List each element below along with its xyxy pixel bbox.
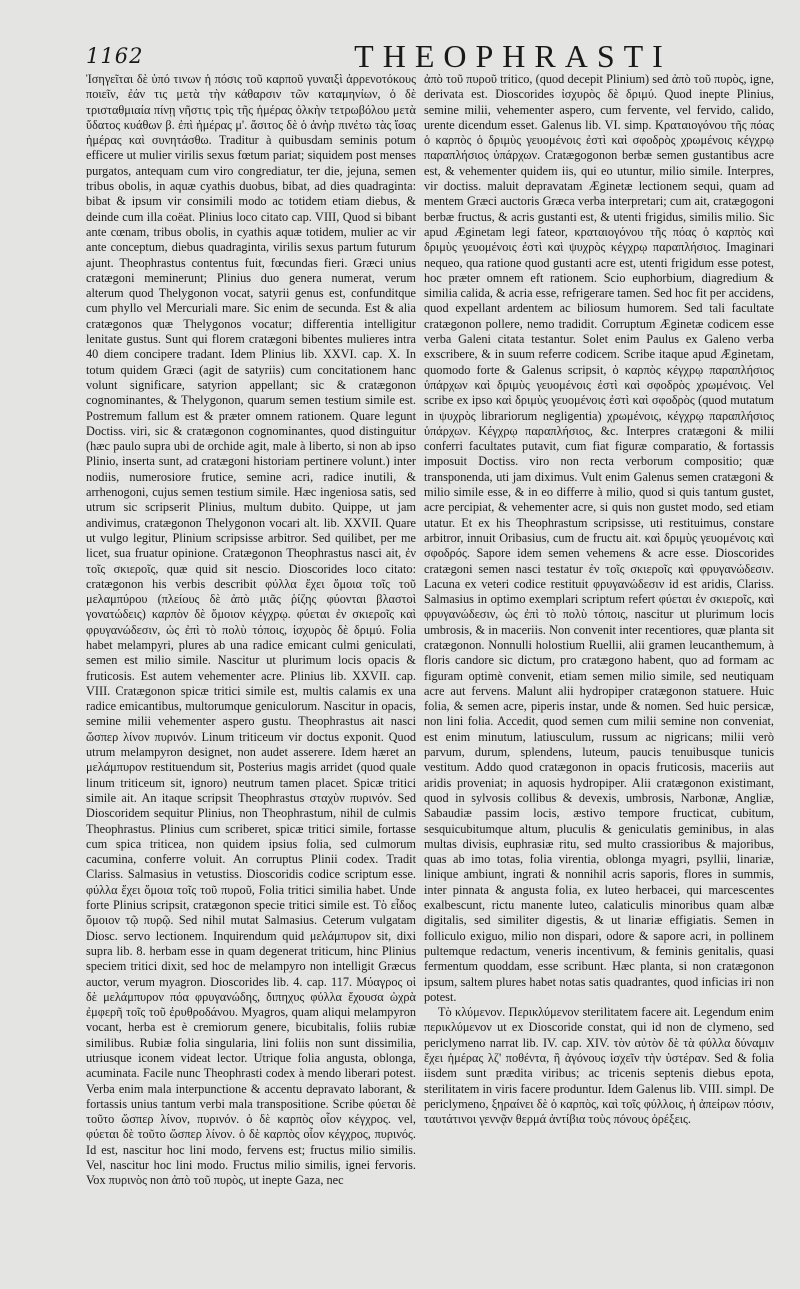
paragraph: ἀπὸ τοῦ πυροῦ tritico, (quod decepit Plinium) sed ἀπὸ τοῦ πυρὸς, igne, derivata est. Dioscorides ἰσχυρὸς δὲ δριμύ. Quod inepte Plinius, semine milii, vehementer aspero, cum fervente, vel fervido, calido, urente dicendum esset. Galenus lib. VI. simp. Κραταιογόνου τῆς πόας ὁ καρπὸς ὁ δριμὺς γευομένοις ἐστὶ καὶ σφοδρὸς χρωμένοις κέγχρῳ παραπλήσιος ὑπάρχων. Cratægogonon berbæ semen gustantibus acre est, & vehementer quidem iis, qui eo utuntur, milio simile. Interpres, vir doctiss. maluit depravatam Æginetæ lectionem sequi, quam ad mentem Græci auctoris Græca verba interpretari; cum ait, cratægogoni berbæ fructus, & acris gustanti est, & utenti frigidus, similis milio. Sic apud Æginetam legi fateor, κραταιογόνου τῆς πόας ὁ καρπὸς καὶ δριμὺς γευομένοις ἐστὶ καὶ ψυχρὸς κέγχρῳ παραπλήσιος. Imaginari nequeo, qua ratione quod gustanti acre est, utenti frigidum esse potest, hoc præter omnem eft rationem. Scio euphorbium, diagredium & similia calida, & acria esse, refrigerare tamen. Sed hoc fit per accidens, quod expellant ardentem ac biliosum humorem. Sed tali facultate cratægonon pollere, nemo tradidit. Corruptum Æginetæ codicem esse verba Galeni citata testantur. Solet enim Paulus ex Galeno verba exscribere, & in suum referre codicem. Scribe itaque apud Æginetam, quomodo forte & Galenus scripsit, ὁ καρπὸς κέγχρῳ παραπλήσιος ὑπάρχων καὶ δριμὺς γευομένοις ἐστὶ καὶ σφοδρὸς χρωμένοις. Vel scribe ex ipso καὶ δριμὺς γευομένοις ἐστὶ καὶ σφοδρὸς (quod mutatum in ψυχρὸς librariorum negligentia) χρωμένοις, κέγχρῳ παραπλήσιος ὑπάρχων. Κέγχρῳ παραπλήσιος, &c. Interpres cratægoni & milii conferri facultates putavit, cum fiat figuræ comparatio, & fortassis imposuit Doctiss. viro non recta verborum compositio; quæ transponenda, uti jam diximus. Vult enim Galenus semen cratægoni & milio simile esse, & in eo differre à milio, quod si quis tantum gustet, acre percipiat, & vehementer acre, si quis non gustet modo, sed etiam utatur. Et ex his Theophrastum scripsisse, uti restituimus, constare arbitror, innuit Oribasius, cum de fructu ait. καὶ δριμὺς γευομένοις καὶ σφοδρός. Sapore idem semen vehemens & acre esse. Dioscorides cratægoni semen nasci testatur ἐν τοῖς σκιεροῖς καὶ φρυγανώδεσιν. Lacuna ex veteri codice restituit φρυγανώδεσιν id est aridis, Clariss. Salmasius in optimo exemplari scriptum refert φύεται ἐν σκιεροῖς, καὶ φρυγανώδεσιν, ὡς ἐπὶ τὸ πολὺ τόποις, nascitur ut plurimum locis umbrosis, & in maceriis. Non convenit inter recentiores, quæ planta sit cratægonon. Nonnulli holostium Ruellii, alii gramen leucanthemum, à floris candore sic dictum, pro cratægono habent, quo ad formam ac figuram optimè convenit, etiam semen milio simile, sed neutiquam acre aut fervens. Malunt alii hydropiper cratægonon statuere. Huic folia, & semen acre, piperis instar, unde & nomen. Sed huic persicæ, non lini folia. Accedit, quod semen cum milii semine non conveniat, est enim minutum, latiusculum, russum ac nigricans; milii verò parvum, durum, splendens, luteum, paucis tenuibusque tunicis vestitum. Addo quod cratægonon in opacis fruticosis, maceriis aut aridis proveniat; in aquosis hydropiper. Alii cratægonon existimant, quod in sylvosis collibus & devexis, umbrosis, Narbonæ, Angliæ, Sabaudiæ passim locis, æstivo tempore fructicat, cubitum, sesquicubitumque altum, pluculis & geniculatis geminibus, in alas multas divisis, euphrasiæ ritu, sed multo crassioribus & majoribus, quas ab imo totas, folia virentia, oblonga myagri, psyllii, linariæ, linique ambiunt, ingrati & nonnihil acris saporis, flores in summis, inter pinnata & angusta folia, ex luteo herbacei, qui marcescentes exalbescunt, rictu manente luteo, calaticulis minoribus quam albæ digitalis, sed similiter digestis, & ut linariæ effigiatis. Semen in folliculo exiguo, milio non dispari, odore & sapore acri, in pollinem pultemque redactum, veneris incentivum, & feminis genitalis, quasi fermentum quoddam, esse scribunt. Hæc planta, si non cratægonon ipsum, saltem plures habet notas satis quadrantes, quod inficias iri non potest.	[424, 72, 774, 1004]
right-column	[424, 72, 774, 1274]
paragraph: Τὸ κλύμενον. Περικλύμενον sterilitatem facere ait. Legendum enim περικλύμενον ut ex Dioscoride constat, qui id non de clymeno, sed periclymeno narrat lib. IV. cap. XIV. τὸν αὐτὸν δὲ τὰ φύλλα δύναμιν ἔχει ἡμέρας λζ' ποθέντα, ἢ ἀγόνους ἰσχεῖν τὴν ὑστέραν. Sed & folia iisdem sunt prædita viribus; ac tricenis septenis diebus epota, sterilitatem in viris facere produntur. Idem Galenus lib. VIII. simpl. De periclymeno, ξηραίνει δὲ ὁ καρπὸς, καὶ τοῖς φύλλοις, ἡ ἀπείρων πόσιν, ταυτάτινοι γεννᾷν θερμά ἀντίβια τοὺς πόνους ὀρέξεις.	[424, 1005, 774, 1127]
left-column	[86, 72, 416, 1274]
paragraph: Ἰσηγεῖται δὲ ὑπό τινων ἡ πόσις τοῦ καρποῦ γυναιξὶ ἀρρενοτόκους ποιεῖν, ἐάν τις μετὰ τὴν κάθαρσιν τῶν καταμηνίων, ὁ δὲ τρισταθμιαία πίνῃ νῆστις τρὶς τῆς ἡμέρας ὀλκὴν τετρωβόλου μετὰ ὕδατος κυάθων β. ἐπὶ ἡμέρας μ'. ἄσιτος δὲ ὁ ἀνὴρ πινέτω τὰς ἴσας ἡμέρας καὶ συνητάσθω. Traditur à quibusdam seminis potum efficere ut mulier virilis sexus fœtum pariat; siquidem post menses purgatos, antequam cum viro congrediatur, ter die, jejuna, semen tribus obolis, in aquæ cyathis duobus, bibat, ad dies quadraginta: bibat & ipsum vir consimili modo ac totidem etiam diebus, & deinde cum illa coëat. Plinius loco citato cap. VIII, Quod si bibant ante cœnam, tribus obolis, in cyathis aquæ totidem, mulier ac vir ante conceptum, diebus quadraginta, virilis sexus partum futurum ajunt. Theophrastus contentus fuit, fœcundas fieri. Græci unius cratægoni meminerunt; Plinius duo genera numerat, verum alterum quod Thelygonon vocat, satyrii genus est, confunditque cum phyllo vel Mercuriali mare. Sic enim de secunda. Est & alia cratægonos quæ Thelygonos vocatur; differentia intelligitur lenitate gustus. Sunt qui florem cratægoni bibentes mulieres intra 40 diem concipere tradant. Idem Plinius lib. XXVI. cap. X. In totum quidem Græci (agit de satyriis) cum concitationem hanc volunt significare, satyrion appellant; sic & cratægonon cognominantes, & Thelygonon, quarum semen testium simile est. Postremum fallum est & præter omnem rationem. Quare legunt Doctiss. viri, sic & cratægonon cognominantes, quod distinguitur (hæc paulo supra ubi de orchide agit, male à liberto, si non ab ipso Plinio, inserta sunt, ad cratægoni historiam pertinere volunt.) inter nodiis, numerosiore frutice, semine acri, radice inutili, & arrhenogoni, cujus semen testium simile. Hæc ingeniosa satis, sed utrum sic scripserit Plinius, multum dubito. Quippe, ut jam andivimus, cratægonon Thelygonon vocari alt. lib. XXVII. Quare ut vulgo legitur, Plinium scripsisse arbitror. Sed quilibet, per me licet, sua fruatur opinione. Cratægonon Theophrastus nasci ait, ἐν τοῖς σκιεροῖς, quæ quid sit nescio. Dioscorides loco citato: cratægonon his verbis describit φύλλα ἔχει ὅμοια τοῖς τοῦ μελαμπύρου (πλείους δὲ ἀπὸ μιᾶς ῥίζης φύονται βλαστοὶ γονατώδεις) καρπὸν δὲ ὅμοιον κέγχρῳ. φύεται ἐν σκιεροῖς καὶ φρυγανώδεσιν, ὡς ἐπὶ τὸ πολὺ τόποις, ἰσχυρὸς δὲ δριμύ. Folia habet melampyri, plures ab una radice emicant culmi geniculati, semen est milio simile. Nascitur ut plurimum locis opacis & fruticosis. Est autem vehementer acre. Plinius lib. XXVII. cap. VIII. Cratægonon spicæ tritici simile est, multis calamis ex una radice emicantibus, multorumque geniculorum. Nascitur in opacis, semine milii vehementer aspero gustu. Theophrastus ait nasci ὥσπερ λίνον πυρινόν. Linum triticeum vir doctus exponit. Quod utrum melampyron designet, non audet asserere. Idem hæret an μελάμπυρον restituendum sit, Posterius magis arridet (quod quale linum triticeum sit, ignoro) neutrum tamen placet. Spicæ tritici simile ait. An itaque scripsit Theophrastus σταχὺν πυρινόν. Sed Dioscoridem sequitur Plinius, non Theophrastum, nihil de culmis Theophrastus. Plinius cum scriberet, spicæ tritici simile, fortasse cum spica triticea, non quidem ipsius folia, sed culmorum cacumina, conferre voluit. An corruptus Plinii codex. Tradit Clariss. Salmasius in vetustiss. Dioscoridis codice scriptum esse. φύλλα ἔχει ὅμοια τοῖς τοῦ πυροῦ, Folia tritici similia habet. Unde forte Plinius scripsit, cratægonon specie tritici simile est. Τὸ εἶδος ὅμοιον τῷ πυρῷ. Sed nihil mutat Salmasius. Ceterum vulgatam Diosc. servo lectionem. Inquirendum quid μελάμπυρον sit, dixi supra lib. 8. herbam esse in quam degenerat triticum, hinc Plinius speciem tritici dixit, sed hoc de melampyro non intelligit Græcus auctor, verum myagron. Dioscorides lib. 4. cap. 117. Μύαγρος οἱ δὲ μελάμπυρον πόα φρυγανώδης, διπηχυς φύλλα ἔχουσα ὠχρὰ ἐμφερῆ τοῖς τοῦ ἐρυθροδάνου. Myagros, quam aliqui melampyron vocant, herba est è cremiorum genere, bicubitalis, foliis rubiæ similibus. Rubiæ folia singularia, lini foliis non sunt dissimilia, utriusque iconem videat lector. Utrique folia angusta, oblonga, acuminata. Facile nunc Theophrasti codex à mendo liberari potest. Verba enim mala interpunctione & accentu depravato laborant, & fortassis unius tantum verbi mala transpositione. Scribe φύεται δὲ τοῦτο ὥσπερ λίνον, πυρινόν. ὁ δὲ καρπὸς οἷον κέγχρος. vel, φύεται δὲ τοῦτο ὥσπερ λίνον. ὁ δὲ καρπὸς οἷον κέγχρος, πυρινός. Id est, nascitur hoc lini modo, fervens est; fructus milio similis. Vel, nascitur hoc lini modo. Fructus milio similis, ignei fervoris. Vox πυρινὸς non ἀπὸ τοῦ πυρὸς, ut inepte Gaza, nec	[86, 72, 416, 1188]
running-title: THEOPHRASTI	[354, 38, 672, 74]
running-head	[86, 38, 780, 72]
page-number: 1162	[86, 44, 144, 68]
